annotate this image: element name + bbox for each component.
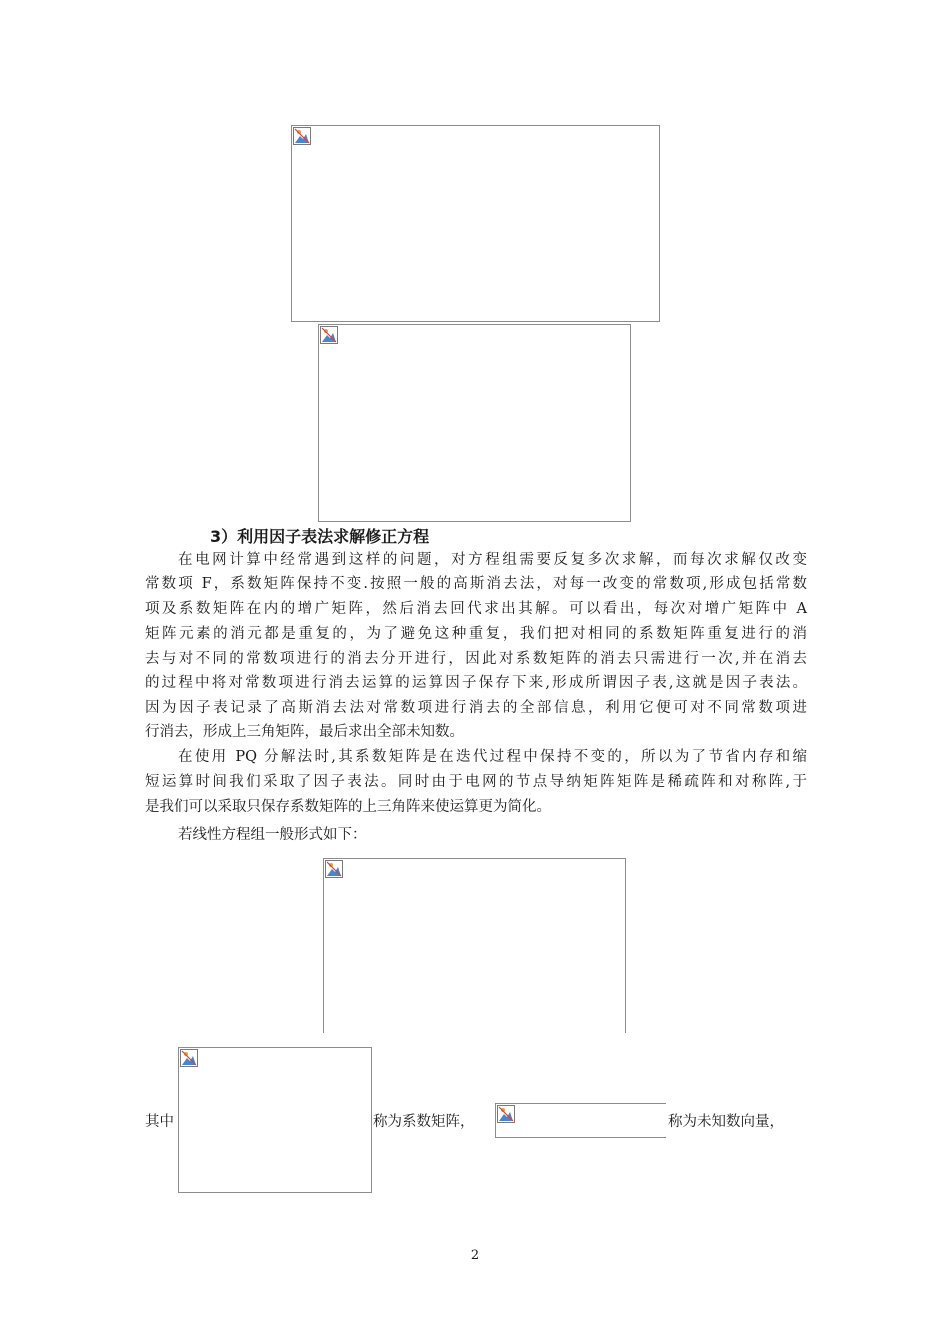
inline-prefix: 其中 xyxy=(145,1114,174,1130)
coefficient-matrix-image xyxy=(178,1047,372,1193)
paragraph-line: 在电网计算中经常遇到这样的问题，对方程组需要反复多次求解，而每次求解仅改变 xyxy=(178,552,807,568)
equation-image-1 xyxy=(291,125,660,322)
paragraph-line: 常数项 F，系数矩阵保持不变.按照一般的高斯消去法，对每一改变的常数项,形成包括常数 xyxy=(145,576,807,592)
broken-image-icon xyxy=(180,1049,198,1067)
paragraph-line: 项及系数矩阵在内的增广矩阵，然后消去回代求出其解。可以看出，每次对增广矩阵中 A xyxy=(145,601,807,617)
broken-image-icon xyxy=(320,326,338,344)
section-heading: 3）利用因子表法求解修正方程 xyxy=(210,527,430,546)
broken-image-icon xyxy=(497,1105,515,1123)
paragraph-line: 短运算时间我们采取了因子表法。同时由于电网的节点导纳矩阵矩阵是稀疏阵和对称阵,于 xyxy=(145,774,807,790)
paragraph-line: 是我们可以采取只保存系数矩阵的上三角阵来使运算更为简化。 xyxy=(145,799,551,815)
linear-system-equation-image xyxy=(323,858,626,1033)
broken-image-icon xyxy=(325,860,343,878)
inline-mid: 称为系数矩阵， xyxy=(373,1114,475,1130)
paragraph-line: 矩阵元素的消元都是重复的，为了避免这种重复，我们把对相同的系数矩阵重复进行的消 xyxy=(145,626,807,642)
paragraph-line: 因为因子表记录了高斯消去法对常数项进行消去的全部信息，利用它便可对不同常数项进 xyxy=(145,700,807,716)
paragraph-line: 去与对不同的常数项进行的消去分开进行，因此对系数矩阵的消去只需进行一次,并在消去 xyxy=(145,651,807,667)
inline-suffix: 称为未知数向量， xyxy=(668,1114,784,1130)
paragraph-line: 行消去，形成上三角矩阵，最后求出全部未知数。 xyxy=(145,724,464,740)
broken-image-icon xyxy=(293,127,311,145)
paragraph-line: 的过程中将对常数项进行消去运算的运算因子保存下来,形成所谓因子表,这就是因子表法。 xyxy=(145,675,807,691)
equation-image-2 xyxy=(318,324,631,522)
paragraph-line: 在使用 PQ 分解法时,其系数矩阵是在迭代过程中保持不变的，所以为了节省内存和缩 xyxy=(178,749,807,765)
unknown-vector-image xyxy=(495,1103,666,1138)
paragraph-line: 若线性方程组一般形式如下： xyxy=(178,827,367,843)
page-number: 2 xyxy=(470,1248,480,1263)
